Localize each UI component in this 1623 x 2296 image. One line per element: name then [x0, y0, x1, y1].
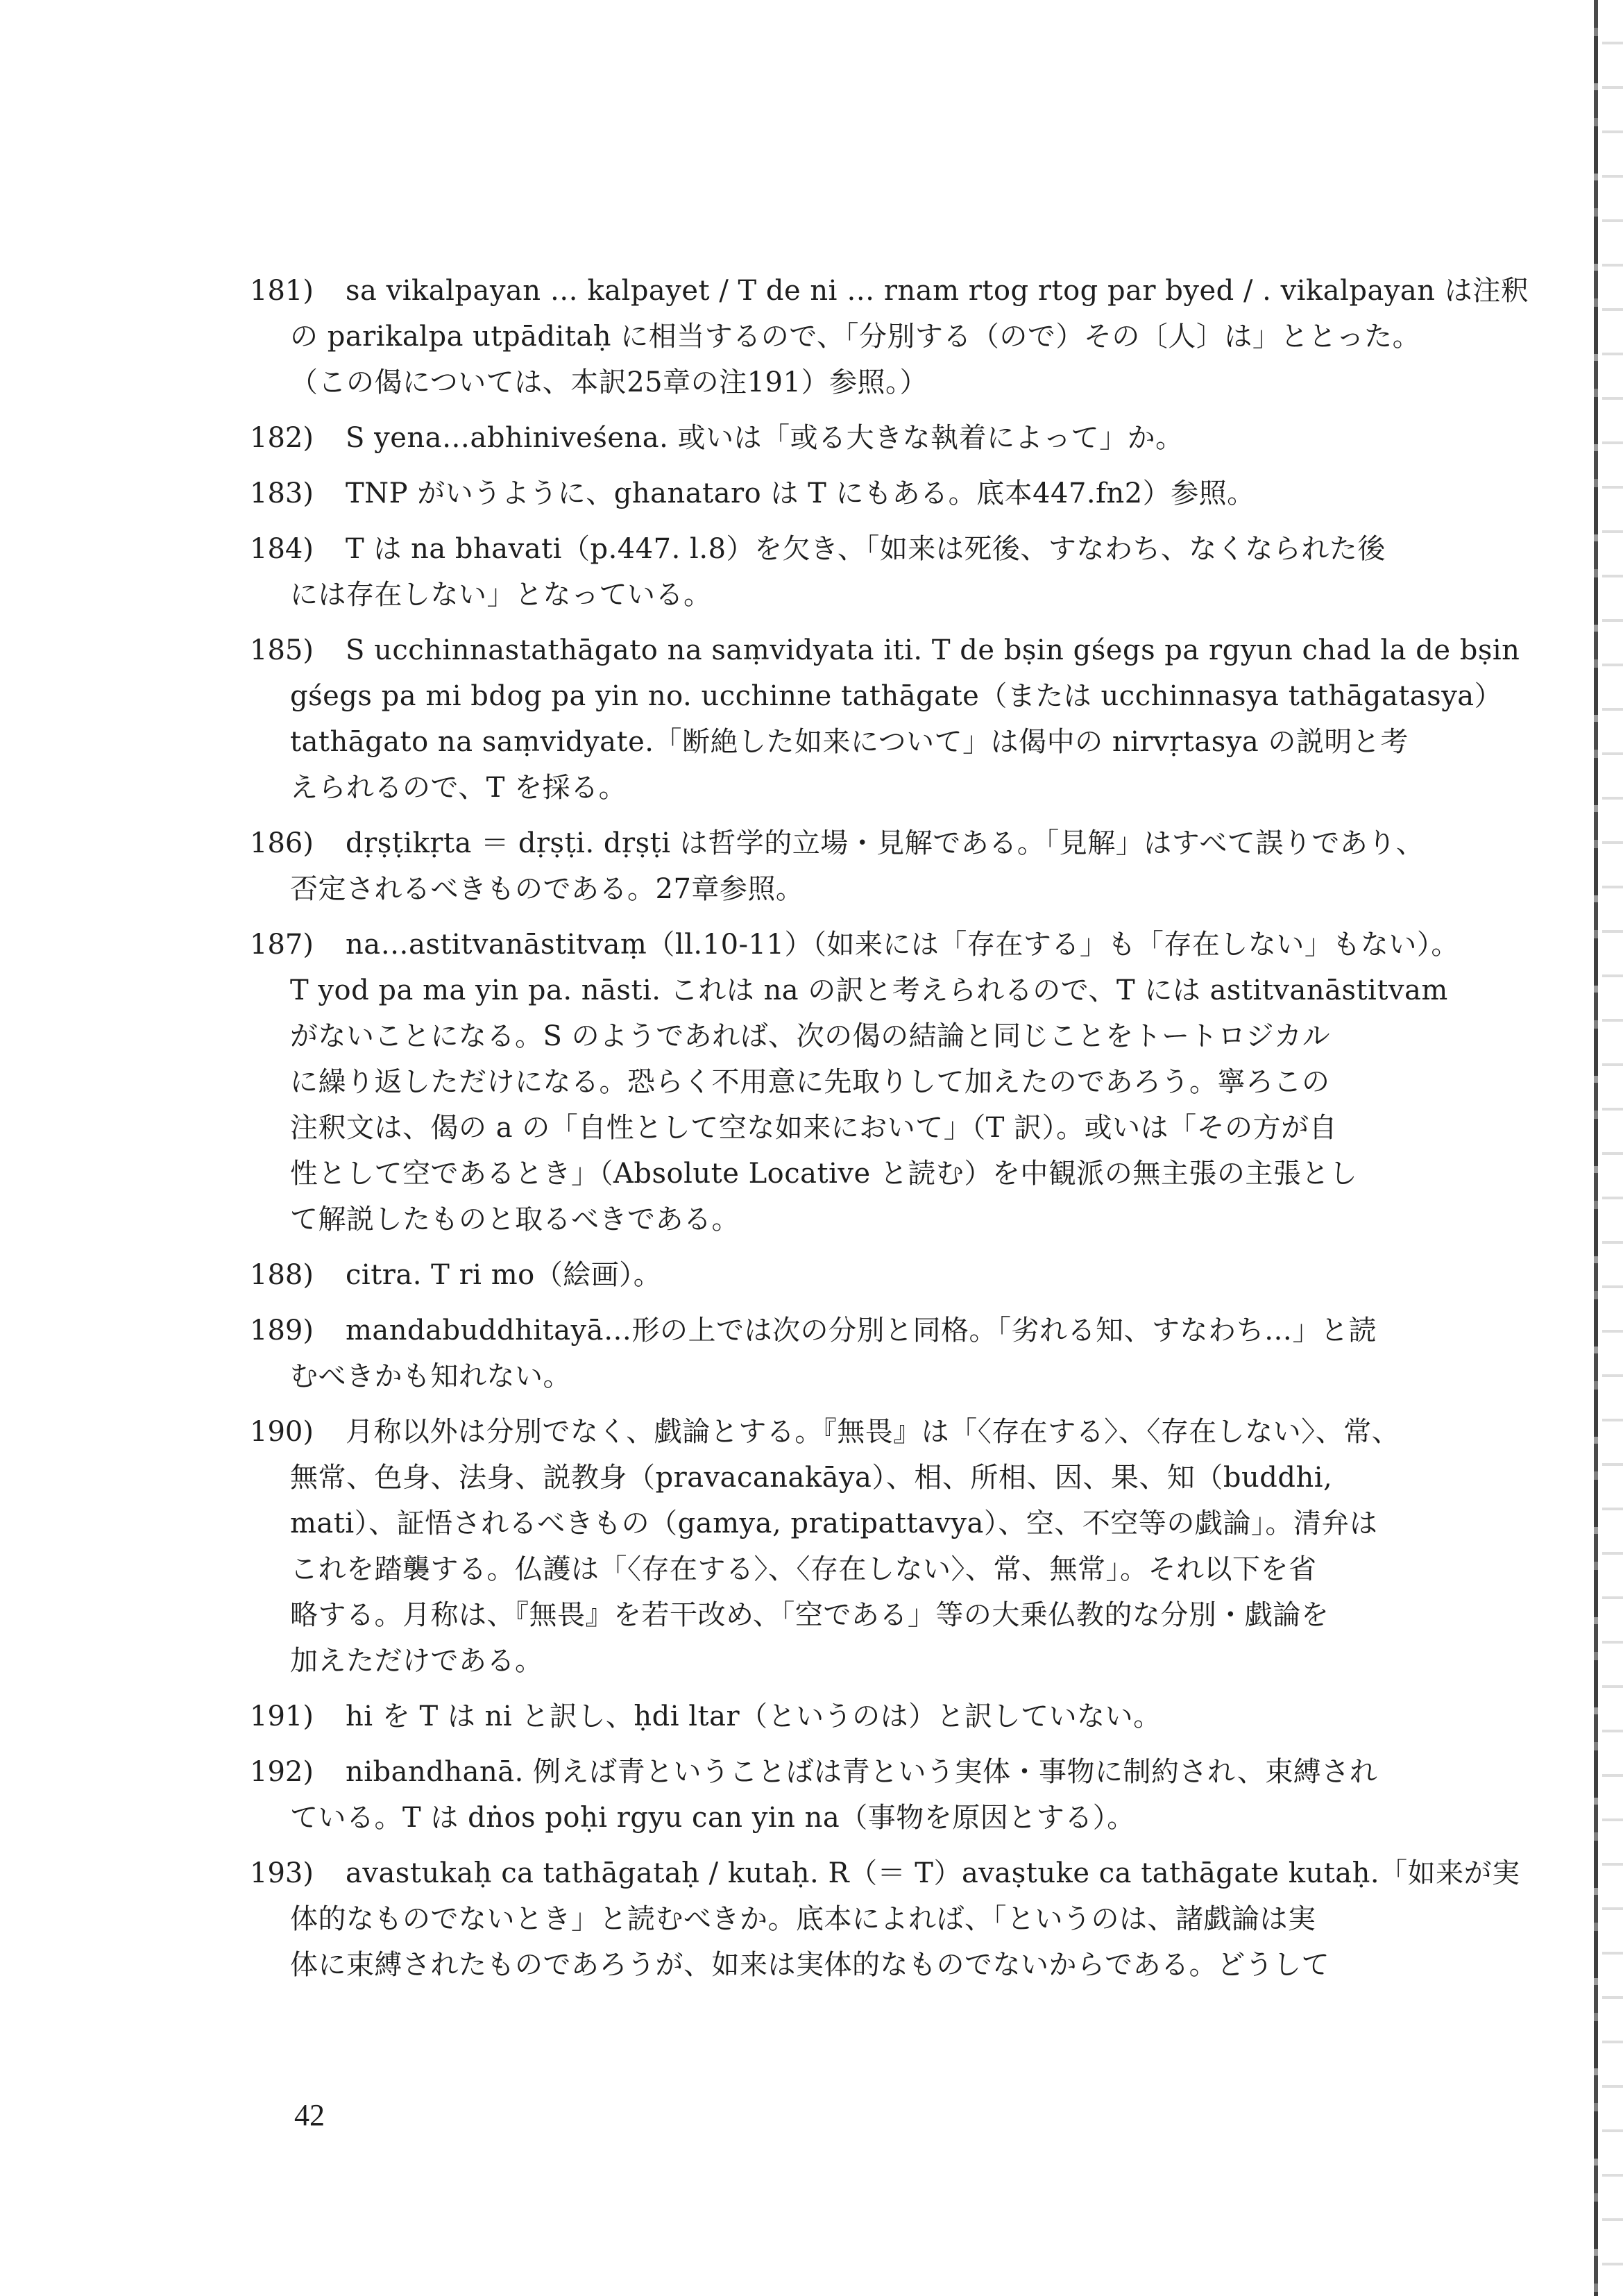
note-line: TNP がいうように、ghanataro は T にもある。底本447.fn2）参照。: [346, 478, 1255, 509]
note-number: 184): [250, 533, 314, 565]
note-body: [346, 471, 1429, 516]
note-189: [250, 1308, 1429, 1399]
note-body: [290, 268, 1529, 405]
note-body: [290, 526, 1429, 618]
note-body: [346, 415, 1429, 461]
note-line: na…astitvanāstitvaṃ（ll.10-11）（如来には「存在する」も「存在しない」もない）。: [346, 929, 1459, 961]
note-193: [250, 1850, 1520, 1988]
note-185: [250, 627, 1520, 811]
note-190: [250, 1409, 1429, 1684]
note-line: これを踏襲する。仏護は「〈存在する〉、〈存在しない〉、常、無常」。それ以下を省: [290, 1553, 1317, 1585]
note-body: [290, 1850, 1520, 1988]
note-line: 否定されるべきものである。27章参照。: [290, 873, 804, 905]
note-line: avastukaḥ ca tathāgataḥ / kutaḥ. R（＝ T）avaṣtuke ca tathāgate kutaḥ.「如来が実: [346, 1857, 1520, 1889]
note-number: 181): [250, 275, 314, 307]
note-line: 体に束縛されたものであろうが、如来は実体的なものでないからである。どうして: [290, 1949, 1330, 1981]
note-line: 体的なものでないとき」と読むべきか。底本によれば、「というのは、諸戯論は実: [290, 1903, 1316, 1935]
note-line: T は na bhavati（p.447. l.8）を欠き、「如来は死後、すなわち、なくなられた後: [346, 533, 1386, 565]
note-number: 188): [250, 1259, 314, 1291]
note-number: 185): [250, 634, 314, 666]
note-line: 無常、色身、法身、説教身（pravacanakāya）、相、所相、因、果、知（buddhi,: [290, 1462, 1333, 1494]
note-number: 187): [250, 929, 314, 961]
note-line: sa vikalpayan … kalpayet / T de ni … rnam rtog rtog par byed / . vikalpayan は注釈: [346, 275, 1529, 307]
note-line: S yena…abhiniveśena. 或いは「或る大きな執着によって」か。: [346, 422, 1184, 454]
note-line: て解説したものと取るべきである。: [290, 1204, 740, 1235]
note-body: [290, 820, 1429, 912]
note-number: 186): [250, 827, 314, 859]
note-182: [250, 415, 1429, 461]
note-line: S ucchinnastathāgato na saṃvidyata iti. T de bṣin gśegs pa rgyun chad la de bṣin: [346, 634, 1520, 666]
note-line: に繰り返しただけになる。恐らく不用意に先取りして加えたのであろう。寧ろこの: [290, 1066, 1330, 1098]
note-186: [250, 820, 1429, 912]
note-184: [250, 526, 1429, 618]
note-body: [346, 1252, 1429, 1298]
note-body: [346, 1694, 1429, 1739]
note-line: tathāgato na saṃvidyate.「断絶した如来について」は偈中の nirvṛtasya の説明と考: [290, 726, 1409, 758]
note-line: には存在しない」となっている。: [290, 579, 712, 611]
scan-edge-line: [1594, 0, 1598, 2296]
scan-edge-shadow: [1602, 0, 1623, 2296]
note-body: [290, 1409, 1429, 1684]
note-line: の parikalpa utpāditaḥ に相当するので、「分別する（ので）その〔人〕は」ととった。: [290, 321, 1421, 353]
note-line: mandabuddhitayā…形の上では次の分別と同格。「劣れる知、すなわち…」と読: [346, 1315, 1377, 1347]
note-line: mati）、証悟されるべきもの（gamya, pratipattavya）、空、不空等の戯論」。清弁は: [290, 1508, 1378, 1539]
note-188: [250, 1252, 1429, 1298]
note-body: [290, 1749, 1429, 1841]
note-body: [290, 922, 1459, 1242]
note-body: [290, 627, 1520, 811]
note-line: 略する。月称は、『無畏』を若干改め、「空である」等の大乗仏教的な分別・戯論を: [290, 1599, 1329, 1631]
notes-list: [250, 268, 1529, 1998]
note-line: citra. T ri mo（絵画）。: [346, 1259, 662, 1291]
note-line: gśegs pa mi bdog pa yin no. ucchinne tathāgate（または ucchinnasya tathāgatasya）: [290, 680, 1503, 712]
note-line: dṛṣṭikṛta ＝ dṛṣṭi. dṛṣṭi は哲学的立場・見解である。「見解」はすべて誤りであり、: [346, 827, 1425, 859]
note-number: 189): [250, 1315, 314, 1347]
note-line: ている。T は dṅos poḥi rgyu can yin na（事物を原因とする）。: [290, 1802, 1135, 1834]
note-187: [250, 922, 1459, 1242]
note-number: 183): [250, 478, 314, 509]
note-line: がないことになる。S のようであれば、次の偈の結論と同じことをトートロジカル: [290, 1020, 1331, 1052]
note-number: 191): [250, 1700, 314, 1732]
note-line: むべきかも知れない。: [290, 1360, 571, 1392]
note-line: nibandhanā. 例えば青ということばは青という実体・事物に制約され、束縛され: [346, 1756, 1378, 1788]
note-line: 性として空であるとき」（Absolute Locative と読む）を中観派の無主張の主張とし: [290, 1158, 1358, 1190]
note-192: [250, 1749, 1429, 1841]
note-number: 182): [250, 422, 314, 454]
note-181: [250, 268, 1529, 405]
note-line: 月称以外は分別でなく、戯論とする。『無畏』は「〈存在する〉、〈存在しない〉、常、: [346, 1416, 1400, 1448]
page-number: 42: [294, 2098, 325, 2132]
note-line: （この偈については、本訳25章の注191）参照。）: [290, 366, 928, 398]
note-line: 加えただけである。: [290, 1645, 543, 1677]
note-191: [250, 1694, 1429, 1739]
note-line: T yod pa ma yin pa. nāsti. これは na の訳と考えられるので、T には astitvanāstitvam: [290, 974, 1448, 1006]
note-183: [250, 471, 1429, 516]
note-line: えられるので、T を採る。: [290, 772, 627, 804]
note-line: hi を T は ni と訳し、ḥdi ltar（というのは）と訳していない。: [346, 1700, 1162, 1732]
note-number: 190): [250, 1416, 314, 1448]
note-number: 192): [250, 1756, 314, 1788]
note-number: 193): [250, 1857, 314, 1889]
note-line: 注釈文は、偈の a の「自性として空な如来において」（T 訳）。或いは「その方が自: [290, 1112, 1338, 1144]
note-body: [290, 1308, 1429, 1399]
